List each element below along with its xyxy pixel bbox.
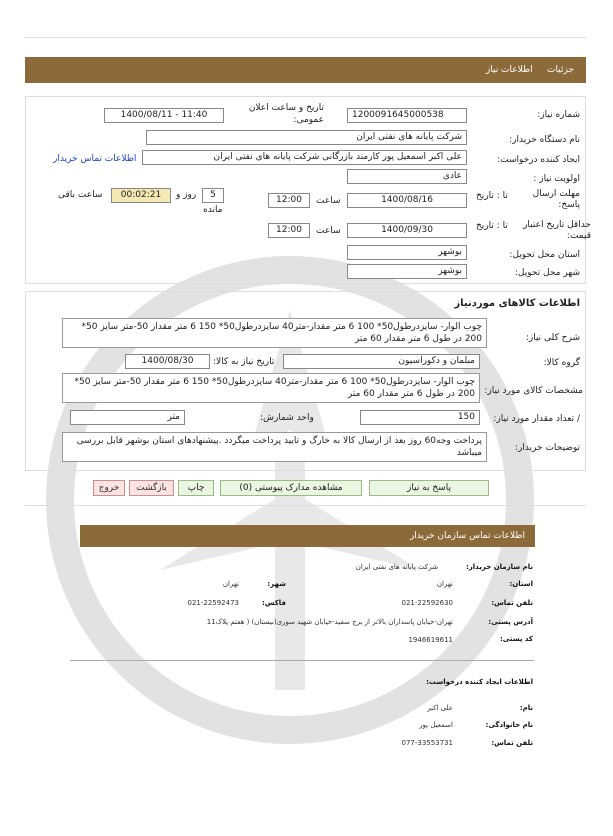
remaining-suffix: مانده: [203, 205, 223, 215]
validity-date-field: 1400/09/30: [347, 223, 467, 238]
creator-first-name: علی اکبر: [427, 704, 453, 712]
validity-label: حداقل تاریخ اعتبار قیمت:: [523, 220, 591, 241]
contact-org-name-label: نام سازمان خریدار:: [465, 563, 533, 571]
validity-until-date-label: تا : تاریخ: [476, 221, 508, 231]
goods-unit-label: واحد شمارش:: [260, 413, 314, 423]
breadcrumb-details[interactable]: جزئیات: [547, 65, 574, 75]
send-until-date-label: تا : تاریخ: [476, 191, 508, 201]
goods-qty-label: / تعداد مقدار مورد نیاز:: [493, 414, 580, 424]
contact-phone-label: تلفن تماس:: [491, 599, 533, 607]
print-button[interactable]: چاپ: [178, 480, 214, 496]
creator-last-name-label: نام خانوادگی:: [485, 721, 533, 729]
contact-section-header: اطلاعات تماس سازمان خریدار: [80, 525, 535, 547]
send-time-label: ساعت: [316, 196, 341, 206]
contact-address-label: آدرس پستی:: [488, 618, 533, 626]
contact-phone: 021-22592630: [401, 599, 453, 607]
goods-title: اطلاعات کالاهای موردنیاز: [454, 298, 580, 309]
goods-qty-field: 150: [360, 410, 480, 425]
days-label: روز و: [176, 190, 197, 200]
buyer-org-field: شرکت پایانه های نفتی ایران: [146, 130, 467, 145]
send-deadline-label: مهلت ارسال پاسخ:: [532, 189, 580, 210]
respond-button[interactable]: پاسخ به نیاز: [369, 480, 489, 496]
creator-label: ایجاد کننده درخواست:: [497, 155, 580, 165]
creator-phone-label: تلفن تماس:: [491, 739, 533, 747]
goods-need-date-field: 1400/08/30: [125, 354, 210, 369]
creator-first-name-label: نام:: [519, 704, 533, 712]
page-header: [25, 57, 586, 83]
goods-group-field: مبلمان و دکوراسیون: [283, 354, 480, 369]
creator-phone: 077-33553731: [401, 739, 453, 747]
contact-address: تهران-خیابان پاسداران بالاتر از برج سفید-خیابان شهید سوری(نیستان) ( هفتم پلاک11: [206, 618, 453, 626]
back-button[interactable]: بازگشت: [129, 480, 174, 496]
remaining-time-field: 00:02:21: [111, 188, 171, 203]
remaining-label: ساعت باقی: [58, 190, 103, 200]
contact-city: تهران: [222, 580, 239, 588]
exit-button[interactable]: خروج: [93, 480, 125, 496]
validity-time-label: ساعت: [316, 226, 341, 236]
city-field: بوشهر: [347, 264, 467, 279]
province-field: بوشهر: [347, 245, 467, 260]
contact-divider: [70, 660, 534, 661]
buyer-org-label: نام دستگاه خریدار:: [509, 135, 580, 145]
goods-spec-field: چوب الوار- سایزدرطول50* 100 6 متر مقدار-متر40 سایزدرطول50* 150 6 متر مقدار 50-متر سایز 50* 200 در طول 6 متر مقدار 60 متر: [62, 373, 480, 403]
contact-city-label: شهر:: [267, 580, 286, 588]
announce-label: تاریخ و ساعت اعلان عمومی:: [248, 103, 324, 125]
goods-notes-field: پرداخت وجه60 روز بعد از ارسال کالا به خارگ و تایید پرداخت میگردد .پیشنهادهای استان بوشهر قابل بررسی میباشد: [62, 432, 487, 462]
province-label: استان محل تحویل:: [509, 250, 580, 260]
send-deadline-time-field: 12:00: [268, 193, 310, 208]
city-label: شهر محل تحویل:: [514, 268, 580, 278]
goods-group-label: گروه کالا:: [543, 358, 580, 368]
breadcrumb-need-info[interactable]: اطلاعات نیاز: [485, 65, 533, 75]
goods-notes-label: توضیحات خریدار:: [514, 443, 580, 453]
contact-province: تهران: [436, 580, 453, 588]
view-docs-button[interactable]: مشاهده مدارک پیوستی (0): [220, 480, 362, 496]
goods-unit-field: متر: [70, 410, 185, 425]
goods-spec-label: مشخصات کالای مورد نیاز:: [484, 386, 583, 396]
priority-label: اولویت نیاز :: [533, 174, 580, 184]
need-number-label: شماره نیاز:: [537, 110, 580, 120]
contact-province-label: استان:: [509, 580, 533, 588]
top-divider: [25, 37, 586, 38]
contact-fax: 021-22592473: [187, 599, 239, 607]
contact-postal: 1946619611: [408, 636, 453, 644]
section-divider: [25, 505, 586, 506]
days-count-field: 5: [202, 188, 224, 203]
validity-time-field: 12:00: [268, 223, 310, 238]
creator-section-label: اطلاعات ایجاد کننده درخواست:: [426, 678, 533, 686]
contact-fax-label: فاکس:: [262, 599, 286, 607]
send-deadline-date-field: 1400/08/16: [347, 193, 467, 208]
breadcrumb-separator: [536, 65, 545, 75]
contact-org-name: شرکت پایانه های نفتی ایران: [355, 563, 438, 571]
buyer-contact-link[interactable]: اطلاعات تماس خریدار: [53, 154, 137, 164]
announce-datetime-field: 1400/08/11 - 11:40: [104, 108, 224, 123]
goods-summary-label: شرح کلی نیاز:: [525, 333, 580, 343]
creator-field: علی اکبر اسمعیل پور کارمند بازرگانی شرکت پایانه های نفتی ایران: [142, 150, 467, 165]
goods-need-date-label: تاریخ نیاز به کالا:: [213, 357, 275, 367]
goods-summary-field: چوب الوار- سایزدرطول50* 100 6 متر مقدار-متر40 سایزدرطول50* 150 6 متر مقدار 50-متر سایز 50* 200 در طول 6 متر مقدار 60 متر: [62, 318, 487, 348]
contact-postal-label: کد پستی:: [499, 635, 533, 643]
priority-field: عادی: [347, 169, 467, 184]
creator-last-name: اسمعیل پور: [419, 721, 453, 729]
need-number-field: 1200091645000538: [347, 108, 467, 123]
